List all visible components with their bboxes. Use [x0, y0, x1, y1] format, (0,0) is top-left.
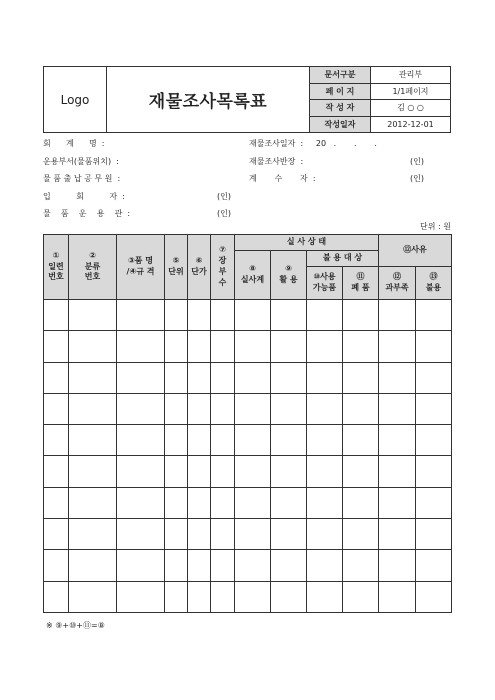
accountant-label: 계 수 자 :: [249, 174, 316, 183]
table-row: [44, 519, 452, 550]
col-header-actual-total: ⑧ 실사계: [235, 251, 271, 300]
meta-label: 페 이 지: [310, 84, 371, 100]
document-header: [43, 66, 451, 133]
table-cell: [343, 300, 379, 331]
table-cell: [307, 519, 343, 550]
table-cell: [379, 581, 416, 612]
table-row: [44, 425, 452, 456]
table-cell: [271, 456, 307, 487]
table-cell: [69, 331, 117, 362]
table-cell: [165, 362, 188, 393]
accountant-seal: (인): [410, 174, 424, 183]
table-cell: [271, 393, 307, 424]
table-cell: [69, 519, 117, 550]
table-cell: [117, 519, 165, 550]
table-cell: [188, 487, 211, 518]
meta-value: 김 ○ ○: [397, 103, 424, 113]
table-cell: [343, 425, 379, 456]
meta-label: 작성일자: [310, 117, 371, 133]
table-cell: [379, 331, 416, 362]
col-header-unit: ⑤ 단위: [165, 235, 188, 300]
table-cell: [235, 550, 271, 581]
table-cell: [307, 425, 343, 456]
table-row: [44, 331, 452, 362]
table-cell: [69, 550, 117, 581]
col-header-disuse-target: 불 용 대 상: [307, 251, 379, 267]
survey-leader-seal: (인): [410, 156, 424, 166]
table-cell: [343, 393, 379, 424]
table-cell: [211, 393, 235, 424]
table-cell: [235, 300, 271, 331]
officer-label: 물 품 출 납 공 무 원 :: [43, 174, 121, 183]
table-cell: [416, 487, 452, 518]
witness-seal: (인): [217, 191, 231, 201]
table-cell: [307, 550, 343, 581]
document-meta-table: [310, 67, 450, 132]
table-cell: [379, 362, 416, 393]
table-cell: [69, 300, 117, 331]
table-cell: [271, 487, 307, 518]
dept-label: 운용부서(물품위치) :: [43, 156, 119, 166]
col-header-shortage: ⑫ 과부족: [379, 267, 416, 300]
table-cell: [117, 393, 165, 424]
meta-label: 작 성 자: [310, 100, 371, 116]
table-cell: [211, 425, 235, 456]
info-row-5: [43, 206, 451, 224]
table-cell: [188, 550, 211, 581]
account-label: 회 계 명 :: [43, 139, 105, 148]
table-cell: [117, 487, 165, 518]
table-cell: [188, 362, 211, 393]
table-cell: [165, 581, 188, 612]
table-cell: [117, 456, 165, 487]
table-cell: [343, 581, 379, 612]
table-cell: [69, 581, 117, 612]
info-section: [43, 136, 451, 224]
table-cell: [235, 393, 271, 424]
survey-date-label: 재물조사일자 : 20 . . .: [249, 139, 377, 148]
table-cell: [211, 519, 235, 550]
table-cell: [117, 300, 165, 331]
table-cell: [343, 362, 379, 393]
operator-seal: (인): [217, 209, 231, 218]
table-cell: [271, 519, 307, 550]
table-row: [44, 362, 452, 393]
table-cell: [188, 331, 211, 362]
table-cell: [188, 456, 211, 487]
col-header-item-spec: ③품 명 /④규 격: [117, 235, 165, 300]
table-cell: [44, 550, 69, 581]
table-cell: [416, 581, 452, 612]
table-cell: [235, 487, 271, 518]
meta-row-date: [310, 117, 450, 133]
table-cell: [117, 425, 165, 456]
table-cell: [343, 487, 379, 518]
col-header-in-use: ⑨ 활 용: [271, 251, 307, 300]
meta-value: 관리부: [398, 70, 423, 80]
survey-leader-label: 재물조사반장 :: [249, 156, 304, 166]
table-cell: [235, 331, 271, 362]
table-cell: [379, 425, 416, 456]
table-cell: [165, 300, 188, 331]
table-cell: [211, 300, 235, 331]
table-cell: [416, 331, 452, 362]
inventory-table: [43, 234, 452, 613]
table-cell: [188, 300, 211, 331]
meta-row-page: [310, 84, 450, 101]
table-cell: [165, 331, 188, 362]
table-cell: [188, 581, 211, 612]
table-row: [44, 456, 452, 487]
meta-row-doc-type: [310, 67, 450, 84]
table-cell: [307, 581, 343, 612]
operator-label: 물 품 운 용 관 :: [43, 209, 131, 218]
table-cell: [379, 487, 416, 518]
table-cell: [416, 393, 452, 424]
table-row: [44, 300, 452, 331]
meta-label: 문서구분: [310, 67, 371, 83]
table-cell: [211, 487, 235, 518]
table-cell: [307, 331, 343, 362]
table-cell: [271, 425, 307, 456]
table-cell: [165, 393, 188, 424]
unit-label: 단위 : 원: [420, 222, 451, 231]
table-cell: [379, 300, 416, 331]
table-cell: [271, 331, 307, 362]
table-cell: [211, 581, 235, 612]
info-row-3: [43, 171, 451, 189]
table-cell: [117, 362, 165, 393]
table-cell: [307, 393, 343, 424]
table-row: [44, 487, 452, 518]
info-row-1: [43, 136, 451, 154]
table-cell: [165, 487, 188, 518]
table-cell: [211, 331, 235, 362]
logo: Logo: [44, 67, 107, 132]
table-cell: [379, 393, 416, 424]
table-cell: [307, 456, 343, 487]
table-cell: [188, 393, 211, 424]
table-cell: [69, 456, 117, 487]
table-cell: [44, 425, 69, 456]
table-cell: [416, 362, 452, 393]
table-cell: [44, 331, 69, 362]
table-cell: [44, 393, 69, 424]
table-cell: [271, 550, 307, 581]
col-header-usable: ⑩사용 가능품: [307, 267, 343, 300]
table-cell: [69, 393, 117, 424]
table-cell: [235, 519, 271, 550]
col-header-price: ⑥ 단가: [188, 235, 211, 300]
table-cell: [416, 300, 452, 331]
col-header-scrap: ⑪ 폐 품: [343, 267, 379, 300]
footnote: ※ ⑨+⑩+⑪=⑧: [46, 621, 105, 630]
table-cell: [165, 425, 188, 456]
table-cell: [379, 456, 416, 487]
info-row-2: [43, 154, 451, 172]
table-cell: [271, 300, 307, 331]
table-cell: [235, 362, 271, 393]
table-cell: [416, 550, 452, 581]
table-cell: [69, 362, 117, 393]
table-cell: [271, 581, 307, 612]
inventory-table-body: [44, 300, 452, 613]
table-cell: [211, 550, 235, 581]
table-cell: [379, 519, 416, 550]
table-cell: [165, 456, 188, 487]
table-cell: [44, 362, 69, 393]
col-header-ledger-count: ⑦ 장 부 수: [211, 235, 235, 300]
col-header-disuse: ⑬ 불용: [416, 267, 452, 300]
table-cell: [44, 300, 69, 331]
table-row: [44, 393, 452, 424]
table-cell: [307, 300, 343, 331]
document-title: 재물조사목록표: [107, 67, 310, 132]
col-header-category: ② 분류 번호: [69, 235, 117, 300]
table-cell: [44, 519, 69, 550]
col-header-survey-status: 실 사 상 태: [235, 235, 379, 251]
table-cell: [117, 581, 165, 612]
meta-row-author: [310, 100, 450, 117]
table-cell: [307, 487, 343, 518]
meta-value: 2012-12-01: [387, 119, 434, 129]
witness-label: 입 회 자 :: [43, 191, 125, 201]
table-cell: [271, 362, 307, 393]
table-cell: [211, 362, 235, 393]
table-cell: [117, 331, 165, 362]
table-cell: [343, 550, 379, 581]
table-row: [44, 550, 452, 581]
table-row: [44, 581, 452, 612]
col-header-reason: ⑫사유: [379, 235, 452, 267]
table-cell: [343, 456, 379, 487]
col-header-serial: ① 일련 번호: [44, 235, 69, 300]
table-cell: [235, 581, 271, 612]
table-cell: [416, 425, 452, 456]
table-cell: [44, 487, 69, 518]
table-cell: [307, 362, 343, 393]
table-cell: [235, 425, 271, 456]
table-cell: [343, 331, 379, 362]
info-row-4: [43, 189, 451, 207]
table-cell: [211, 456, 235, 487]
table-cell: [188, 425, 211, 456]
table-cell: [343, 519, 379, 550]
table-cell: [117, 550, 165, 581]
table-cell: [69, 487, 117, 518]
table-cell: [416, 456, 452, 487]
table-cell: [235, 456, 271, 487]
meta-value: 1/1페이지: [392, 86, 429, 96]
table-cell: [69, 425, 117, 456]
table-cell: [44, 456, 69, 487]
table-cell: [44, 581, 69, 612]
table-cell: [416, 519, 452, 550]
table-cell: [165, 519, 188, 550]
table-cell: [165, 550, 188, 581]
table-cell: [188, 519, 211, 550]
table-cell: [379, 550, 416, 581]
